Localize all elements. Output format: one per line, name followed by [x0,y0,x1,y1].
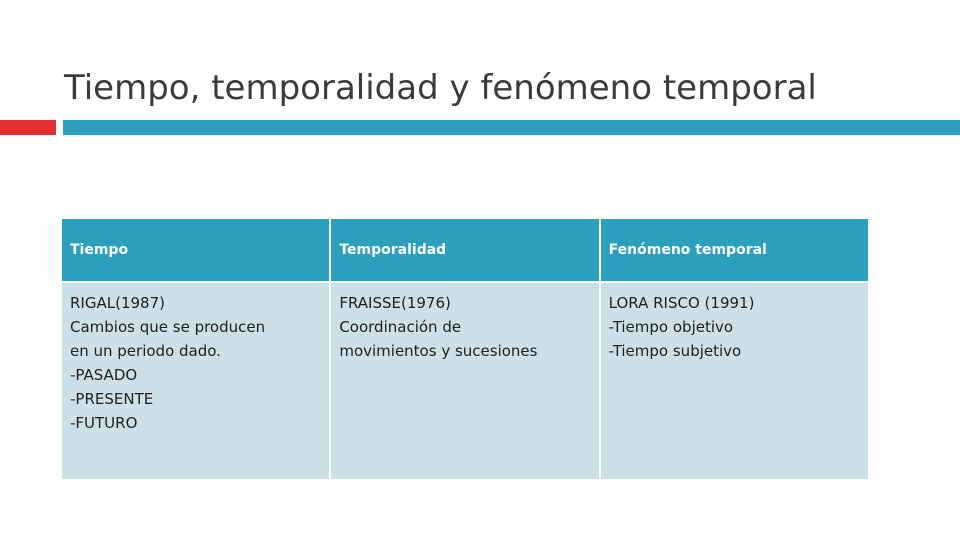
cell-line: en un periodo dado. [70,342,221,360]
header-temporalidad: Temporalidad [330,218,599,282]
header-tiempo: Tiempo [61,218,330,282]
cell-line: -Tiempo subjetivo [608,342,742,360]
cell-line: LORA RISCO (1991) [608,294,755,312]
cell-fenomeno-temporal [600,282,869,480]
cell-line: movimientos y sucesiones [339,342,538,360]
table-header-row [61,218,869,282]
header-fenomeno-temporal: Fenómeno temporal [600,218,869,282]
cell-line: FRAISSE(1976) [339,294,451,312]
cell-line: -Tiempo objetivo [608,318,734,336]
cell-line: RIGAL(1987) [70,294,165,312]
slide-title: Tiempo, temporalidad y fenómeno temporal [64,68,817,108]
table-row [61,282,869,480]
cell-temporalidad [330,282,599,480]
cell-tiempo [61,282,330,480]
cell-line: -PRESENTE [70,390,154,408]
title-accent-bar-red [0,120,56,135]
concepts-table [60,217,870,481]
cell-line: -PASADO [70,366,138,384]
cell-line: -FUTURO [70,414,138,432]
cell-line: Coordinación de [339,318,462,336]
cell-line: Cambios que se producen [70,318,266,336]
title-accent-bar-teal [63,120,960,135]
